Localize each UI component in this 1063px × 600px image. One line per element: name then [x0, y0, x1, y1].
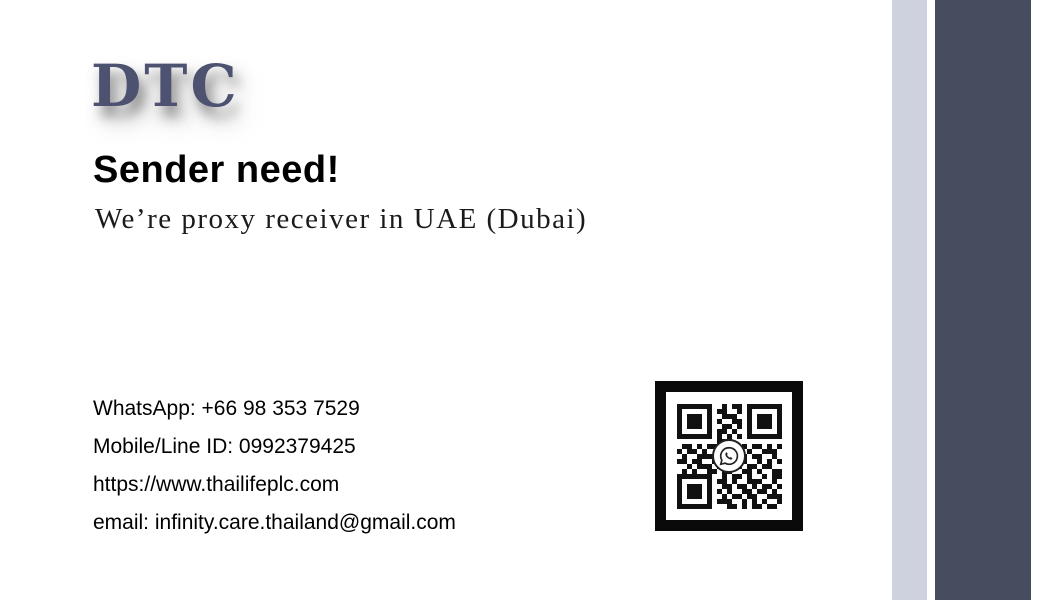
company-logo: DTC	[91, 52, 240, 120]
contact-email: email: infinity.care.thailand@gmail.com	[93, 511, 456, 534]
accent-bar-light	[892, 0, 927, 600]
contact-website: https://www.thailifeplc.com	[93, 473, 340, 496]
contact-mobile-line: Mobile/Line ID: 0992379425	[93, 435, 356, 458]
whatsapp-icon	[712, 439, 746, 473]
contact-block	[93, 390, 456, 542]
contact-whatsapp: WhatsApp: +66 98 353 7529	[93, 397, 360, 420]
card-heading: Sender need!	[93, 149, 340, 191]
card-subtitle: We’re proxy receiver in UAE (Dubai)	[95, 203, 588, 235]
whatsapp-qr-code	[655, 381, 803, 531]
qr-code-inner	[666, 392, 792, 520]
accent-bar-dark	[935, 0, 1031, 600]
